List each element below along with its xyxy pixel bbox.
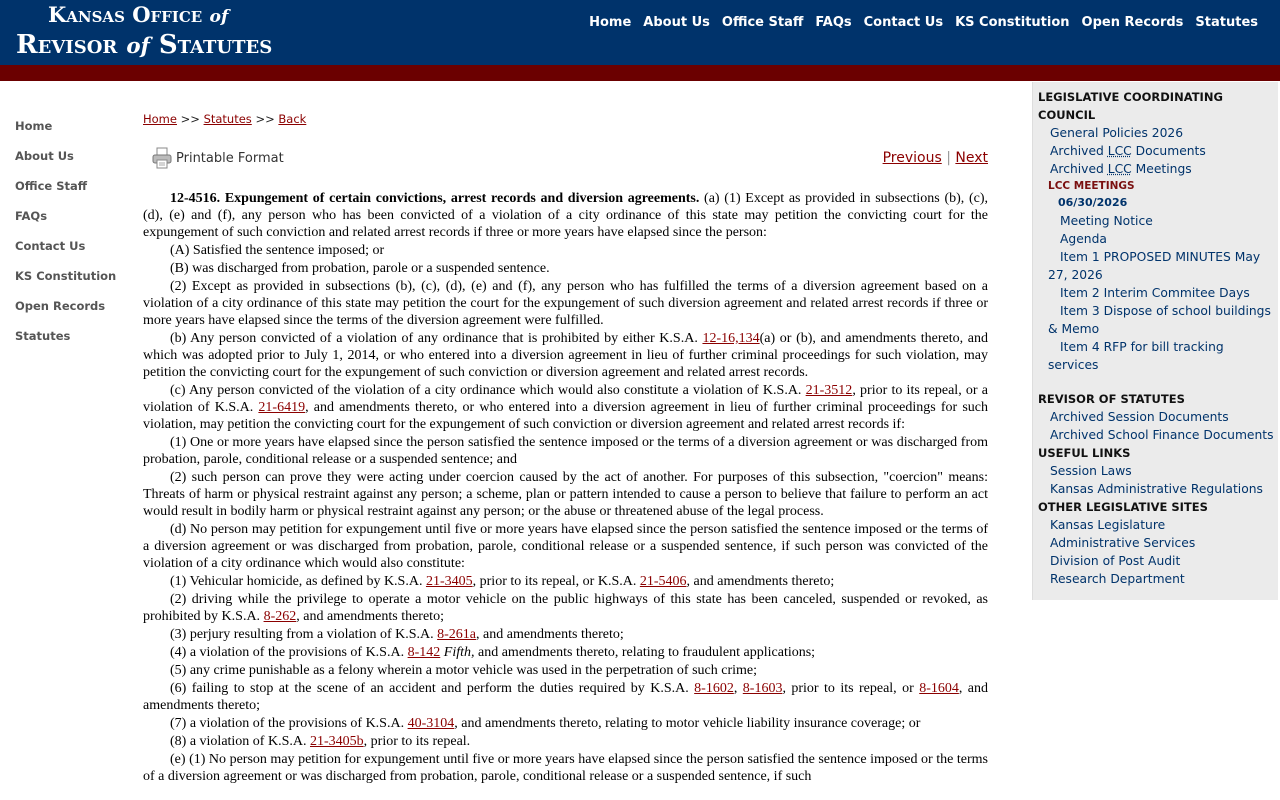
logo-revisor: Revisor	[16, 30, 118, 60]
statute-paragraph	[143, 330, 988, 381]
statute-text-run: , and amendments thereto, or who entered into a diversion agreement in lieu of further criminal proceedings for such violation, may petition the convicting court for the expungement of such conviction or diversion agreement and related arrest records if:	[143, 400, 988, 432]
breadcrumb-sep: >>	[180, 112, 200, 126]
statute-paragraph	[143, 573, 988, 590]
sidebar-link-kar[interactable]: Kansas Administrative Regulations	[1050, 482, 1263, 496]
statute-link[interactable]: 40-3104	[407, 716, 455, 731]
right-sidebar	[1032, 82, 1278, 600]
meeting-date: 06/30/2026	[1058, 196, 1128, 209]
prev-next	[883, 150, 988, 166]
sidebar-link-general-policies[interactable]: General Policies 2026	[1050, 126, 1184, 140]
useful-links-heading: USEFUL LINKS	[1038, 446, 1131, 460]
sidebar-link-administrative-services[interactable]: Administrative Services	[1050, 536, 1196, 550]
lcc-heading: LEGISLATIVE COORDINATING COUNCIL	[1038, 90, 1223, 122]
statute-link[interactable]: 21-5406	[639, 574, 687, 589]
main-content	[143, 112, 988, 786]
left-nav-contact-us[interactable]: Contact Us	[15, 239, 86, 253]
breadcrumb-statutes[interactable]: Statutes	[203, 112, 252, 126]
top-nav-statutes[interactable]: Statutes	[1195, 15, 1258, 30]
breadcrumb-sep: >>	[255, 112, 275, 126]
sidebar-link-agenda[interactable]: Agenda	[1060, 232, 1107, 246]
statute-text	[143, 190, 988, 785]
top-nav-about-us[interactable]: About Us	[643, 15, 710, 30]
statute-text-run: , prior to its repeal, or a violation of K.S.A.	[143, 383, 988, 415]
statute-link[interactable]: 21-3405b	[309, 734, 364, 749]
statute-paragraph	[143, 591, 988, 625]
printer-icon	[151, 147, 173, 169]
statute-text-run: (a) or (b), and amendments thereto, and which was adopted prior to July 1, 2014, or who entered into a diversion agreement in lieu of further criminal proceedings for such violation, may petition the convicting court for the expungement of such conviction or diversion agreement and related arrest records.	[143, 331, 988, 380]
statute-text-run: , prior to its repeal.	[363, 734, 471, 749]
statute-text-run: (a) (1) Except as provided in subsections (b), (c), (d), (e) and (f), any person who has been convicted of a violation of a city ordinance of this state may petition the convicting court for the expungement of such conviction and related arrest records if three or more years have elapsed since the person:	[143, 191, 988, 240]
statute-paragraph	[143, 715, 988, 732]
printable-format-label: Printable Format	[176, 150, 284, 166]
sidebar-link-kansas-legislature[interactable]: Kansas Legislature	[1050, 518, 1166, 532]
statute-link[interactable]: 8-261a	[437, 627, 477, 642]
statute-title: 12-4516. Expungement of certain convictions, arrest records and diversion agreements.	[170, 191, 700, 206]
sidebar-link-research-department[interactable]: Research Department	[1050, 572, 1185, 586]
left-nav-statutes[interactable]: Statutes	[15, 329, 71, 343]
statute-link[interactable]: 8-1602	[694, 681, 734, 696]
sidebar-link-item-2[interactable]: Item 2 Interim Commitee Days	[1060, 286, 1250, 300]
statute-paragraph: (5) any crime punishable as a felony wherein a motor vehicle was used in the perpetration of such crime;	[170, 663, 758, 678]
left-nav-faqs[interactable]: FAQs	[15, 209, 48, 223]
statute-text-run: , and amendments thereto, relating to motor vehicle liability insurance coverage; or	[454, 716, 921, 731]
statute-text-run: (4) a violation of the provisions of K.S.A.	[170, 645, 408, 660]
statute-link[interactable]: 21-3405	[425, 574, 473, 589]
statute-paragraph	[143, 733, 988, 750]
statute-paragraph	[143, 680, 988, 714]
sidebar-link-text: Archived	[1050, 144, 1108, 158]
top-nav-office-staff[interactable]: Office Staff	[721, 15, 804, 30]
prev-next-sep: |	[946, 150, 951, 166]
revisor-heading: REVISOR OF STATUTES	[1038, 392, 1185, 406]
statute-link[interactable]: 8-262	[263, 609, 297, 624]
statute-text-run: and amendments thereto, relating to fraudulent applications;	[474, 645, 816, 660]
statute-link[interactable]: 21-6419	[258, 400, 306, 415]
statute-link[interactable]: 21-3512	[805, 383, 853, 398]
statute-link[interactable]: 8-1603	[742, 681, 783, 696]
statute-paragraph: (2) Except as provided in subsections (b), (c), (d), (e) and (f), any person who has fulfilled the terms of a diversion agreement based on a violation of a city ordinance of this state may petition the court for the expungement of such diversion agreement and related arrest records if three or more years have elapsed since the terms of the diversion agreement were fulfilled.	[143, 279, 988, 328]
statute-paragraph: (A) Satisfied the sentence imposed; or	[170, 243, 385, 258]
other-sites-heading: OTHER LEGISLATIVE SITES	[1038, 500, 1208, 514]
lcc-abbr: LCC	[1107, 144, 1132, 158]
sidebar-link-archived-lcc-documents[interactable]	[1038, 142, 1274, 160]
sidebar-link-text: Documents	[1131, 144, 1206, 158]
statute-paragraph	[143, 190, 988, 241]
statute-paragraph	[143, 626, 988, 643]
sidebar-link-item-4[interactable]: Item 4 RFP for bill tracking services	[1048, 340, 1224, 372]
statute-text-run: , and amendments thereto;	[296, 609, 444, 624]
lcc-meetings-heading: LCC MEETINGS	[1048, 180, 1135, 192]
sidebar-link-archived-school-finance[interactable]: Archived School Finance Documents	[1050, 428, 1274, 442]
statute-text-run: ,	[733, 681, 743, 696]
statute-link[interactable]: 12-16,134	[702, 331, 760, 346]
print-row	[143, 146, 988, 178]
statute-text-run: (c) Any person convicted of the violation of a city ordinance which would also constitute a violation of K.S.A.	[170, 383, 806, 398]
sidebar-link-session-laws[interactable]: Session Laws	[1050, 464, 1132, 478]
statute-text-run: (7) a violation of the provisions of K.S.A.	[170, 716, 408, 731]
top-nav-faqs[interactable]: FAQs	[815, 15, 852, 30]
statute-paragraph: (B) was discharged from probation, parole or a suspended sentence.	[170, 261, 550, 276]
header-divider-bar	[0, 65, 1280, 81]
statute-paragraph: (1) One or more years have elapsed since the person satisfied the sentence imposed or the terms of a diversion agreement or was discharged from probation, parole, conditional release or a suspended sentence; and	[143, 435, 988, 467]
sidebar-link-item-1[interactable]: Item 1 PROPOSED MINUTES May 27, 2026	[1048, 250, 1261, 282]
statute-paragraph	[143, 644, 988, 661]
top-nav-home[interactable]: Home	[589, 15, 632, 30]
left-nav-about-us[interactable]: About Us	[15, 149, 74, 163]
statute-text-run: (3) perjury resulting from a violation of K.S.A.	[170, 627, 438, 642]
previous-link[interactable]: Previous	[882, 150, 942, 166]
logo-statutes: Statutes	[158, 30, 273, 60]
statute-paragraph: (d) No person may petition for expungement until five or more years have elapsed since the person satisfied the sentence imposed or the terms of a diversion agreement or was discharged from probation, parole, conditional release or a suspended sentence, if such person was convicted of the violation of a city ordinance which would also constitute:	[143, 522, 988, 571]
statute-text-run: (1) Vehicular homicide, as defined by K.S.A.	[170, 574, 426, 589]
left-nav-office-staff[interactable]: Office Staff	[15, 179, 88, 193]
left-nav-ks-constitution[interactable]: KS Constitution	[15, 269, 117, 283]
statute-text-run: , and amendments thereto;	[143, 681, 989, 713]
statute-text-italic: Fifth,	[440, 645, 475, 660]
top-nav-open-records[interactable]: Open Records	[1081, 15, 1184, 30]
sidebar-link-item-3[interactable]: Item 3 Dispose of school buildings & Memo	[1048, 304, 1271, 336]
sidebar-link-archived-session[interactable]: Archived Session Documents	[1050, 410, 1229, 424]
statute-text-run: , prior to its repeal, or K.S.A.	[472, 574, 640, 589]
next-link[interactable]: Next	[955, 150, 988, 166]
lcc-abbr: LCC	[1107, 162, 1132, 176]
statute-text-run: , and amendments thereto;	[476, 627, 624, 642]
printable-format-link[interactable]	[151, 147, 284, 169]
statute-text-run: (6) failing to stop at the scene of an accident and perform the duties required by K.S.A.	[170, 681, 695, 696]
sidebar-link-text: Archived	[1050, 162, 1108, 176]
breadcrumb	[143, 112, 988, 126]
site-header	[0, 0, 1280, 65]
breadcrumb-back[interactable]: Back	[278, 112, 307, 126]
statute-paragraph: (e) (1) No person may petition for expungement until five or more years have elapsed since the person satisfied the sentence imposed or the terms of a diversion agreement or was discharged from probation, parole, conditional release or a suspended sentence, if such	[143, 752, 988, 784]
statute-paragraph	[143, 382, 988, 433]
statute-text-run: , and amendments thereto;	[686, 574, 835, 589]
sidebar-link-post-audit[interactable]: Division of Post Audit	[1050, 554, 1181, 568]
sidebar-link-meeting-notice[interactable]: Meeting Notice	[1060, 214, 1153, 228]
sidebar-link-text: Meetings	[1131, 162, 1192, 176]
sidebar-link-archived-lcc-meetings[interactable]	[1038, 160, 1274, 178]
top-nav-contact-us[interactable]: Contact Us	[863, 15, 944, 30]
left-nav-open-records[interactable]: Open Records	[15, 299, 106, 313]
statute-text-run: (b) Any person convicted of a violation of any ordinance that is prohibited by either K.S.A.	[170, 331, 703, 346]
statute-link[interactable]: 8-142	[407, 645, 441, 660]
statute-paragraph: (2) such person can prove they were acting under coercion caused by the act of another. For purposes of this subsection, "coercion" means: Threats of harm or physical restraint against any person; a scheme, plan or pattern intended to cause a person to believe that failure to perform an act would result in bodily harm or physical restraint against any person; or the abuse or threatened abuse of the legal process.	[143, 470, 988, 519]
logo-kansas-office: Kansas Office	[48, 2, 203, 27]
breadcrumb-home[interactable]: Home	[143, 112, 177, 126]
statute-text-run: , prior to its repeal, or	[782, 681, 920, 696]
statute-text-run: (2) driving while the privilege to operate a motor vehicle on the public highways of this state has been canceled, suspended or revoked, as prohibited by K.S.A.	[143, 592, 988, 624]
logo-of-1: of	[209, 7, 229, 27]
sidebar-spacer	[1038, 374, 1274, 390]
statute-link[interactable]: 8-1604	[919, 681, 959, 696]
left-nav	[15, 119, 116, 359]
statute-text-run: (8) a violation of K.S.A.	[170, 734, 310, 749]
top-nav	[589, 15, 1258, 30]
left-nav-home[interactable]: Home	[15, 119, 53, 133]
logo-of-2: of	[126, 34, 150, 59]
top-nav-ks-constitution[interactable]: KS Constitution	[955, 15, 1070, 30]
